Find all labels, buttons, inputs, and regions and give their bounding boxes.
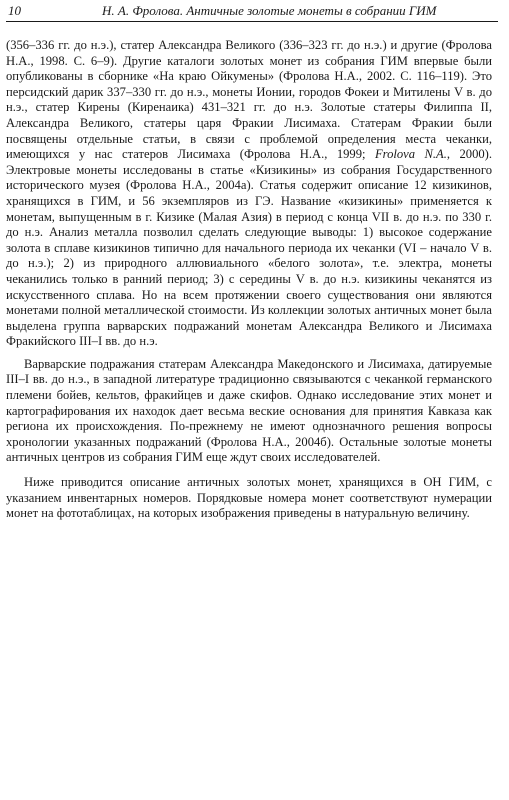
page-header (6, 2, 498, 22)
paragraph-1 (6, 38, 492, 350)
paragraph-1-text-b: , 2000). Электровые монеты исследованы в статье «Кизикины» из собрания Государственного исторического музея (Фролова Н.А., 2004а). Статья содержит описание 12 кизикинов, хранящихся в ГИМ, и 56 экземпляров из ГЭ. Название «кизикины» применяется к монетам, выпущенным в г. Кизике (Малая Азия) в период с конца VII в. до н.э. по 330 г. до н.э. Анализ металла позволил сделать следующие выводы: 1) высокое содержание золота в сплаве кизикинов типично для начального периода их чеканки (VI – начало V в. до н.э.); 2) из природного аллювиального «белого золота», т.е. электра, монеты чеканились только в ранний период; 3) с середины V в. до н.э. кизикины чеканятся из искусственного сплава. Но на всем протяжении своего существования они являются монетами полной металлической стоимости. Из коллекции золотых античных монет была выделена группа варварских подражаний монетам Александра Великого и Лисимаха Фракийского III–I вв. до н.э. (6, 147, 493, 349)
running-head: Н. А. Фролова. Античные золотые монеты в собрании ГИМ (102, 3, 437, 18)
paragraph-2-text: Варварские подражания статерам Александра Македонского и Лисимаха, датируемые III–I вв. до н.э., в западной литературе традиционно связываются с чеканкой германского племени бойев, кельтов, фракийцев и даже скифов. Однако исследование этих монет и картографирования их находок дает весьма веские основания для принятия Кавказа как региона их происхождения. По-прежнему не имеют однозначного решения вопросы хронологии указанных подражаний (Фролова Н.А., 2004б). Остальные золотые монеты античных центров из собрания ГИМ еще ждут своих исследователей. (6, 356, 492, 465)
paragraph-3 (6, 475, 492, 522)
page-number: 10 (8, 3, 21, 18)
paragraph-1-citation-italic: Frolova N.A. (374, 147, 447, 162)
paragraph-1-text-a: (356–336 гг. до н.э.), статер Александра Великого (336–323 гг. до н.э.) и другие (Фролова Н.А., 1998. С. 6–9). Другие каталоги золотых монет из собрания ГИМ впервые были опубликованы в сборнике «На краю Ойкумены» (Фролова Н.А., 2002. С. 116–119). Это персидский дарик 337–330 гг. до н.э., монеты Ионии, городов Фокеи и Митилены V в. до н.э., статер Кирены (Киренаика) 431–321 гг. до н.э. Золотые статеры Филиппа II, Александра Великого, статеры царя Фракии Лисимаха. Статерам Фракии были посвящены отдельные статьи, в связи с проблемой определения места чеканки, имеющихся у нас статеров Лисимаха (Фролова Н.А., 1999; (6, 38, 492, 162)
header-rule (6, 21, 498, 22)
paragraph-2 (6, 357, 492, 466)
paragraph-3-text: Ниже приводится описание античных золотых монет, хранящихся в ОН ГИМ, с указанием инвентарных номеров. Порядковые номера монет соответствуют нумерации монет на фототаблицах, на которых изображения приведены в натуральную величину. (6, 475, 492, 521)
body-text (6, 38, 492, 522)
